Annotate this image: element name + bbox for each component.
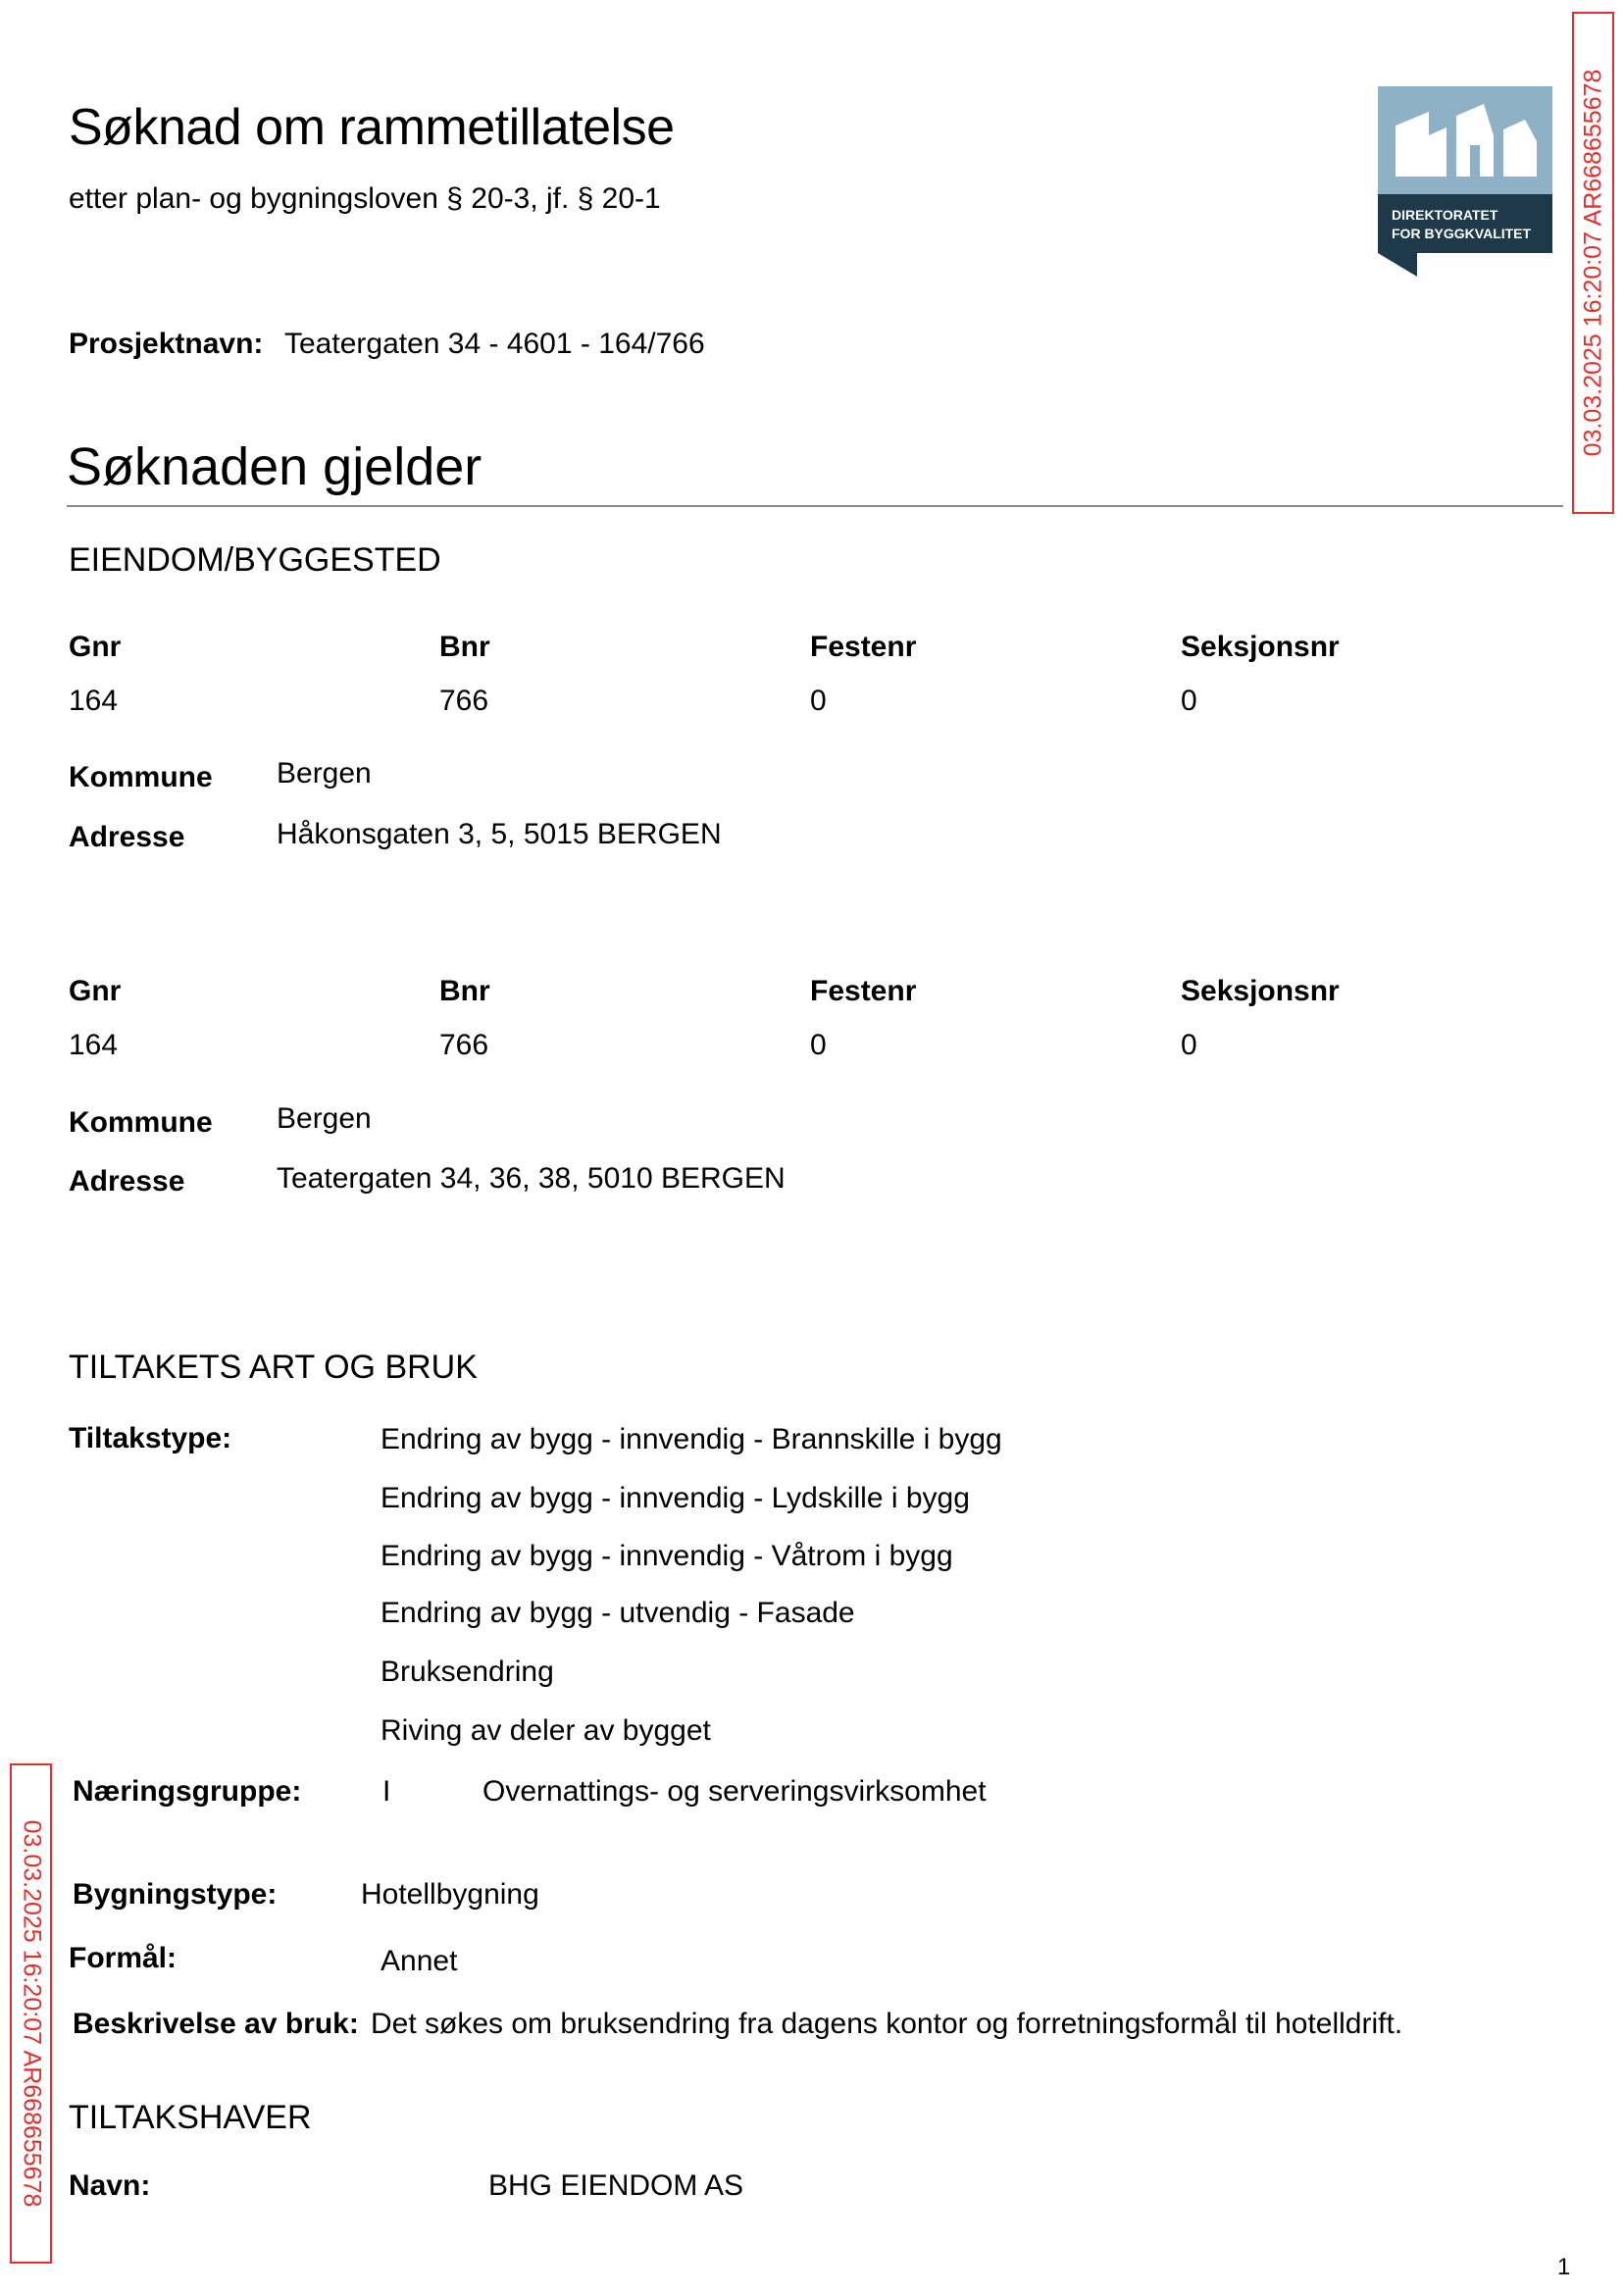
- tiltakstype-item: Endring av bygg - innvendig - Våtrom i bygg: [381, 1540, 953, 1572]
- kommune-label: Kommune: [69, 1106, 213, 1139]
- column-header-festenr: Festenr: [810, 975, 917, 1007]
- property-festenr-value: 0: [810, 685, 827, 717]
- bygningstype-value: Hotellbygning: [361, 1878, 539, 1911]
- kommune-label: Kommune: [69, 761, 213, 793]
- formaal-label: Formål:: [69, 1942, 178, 1974]
- naeringsgruppe-value: Overnattings- og serveringsvirksomhet: [482, 1775, 987, 1808]
- tiltakstype-item: Endring av bygg - innvendig - Lydskille i bygg: [381, 1482, 970, 1514]
- naeringsgruppe-code: I: [382, 1775, 391, 1808]
- navn-value: BHG EIENDOM AS: [488, 2169, 744, 2202]
- logo-tab: [1378, 253, 1417, 277]
- dibk-logo: [1378, 86, 1552, 277]
- logo-bottom-panel: [1378, 194, 1552, 253]
- tiltakstype-label: Tiltakstype:: [69, 1422, 232, 1454]
- logo-text-line1: DIREKTORATET: [1392, 207, 1498, 223]
- document-subtitle: etter plan- og bygningsloven § 20-3, jf. § 20-1: [69, 182, 661, 215]
- tiltakstype-item: Endring av bygg - innvendig - Brannskille i bygg: [381, 1423, 1002, 1455]
- column-header-seksjonsnr: Seksjonsnr: [1181, 975, 1340, 1007]
- navn-label: Navn:: [69, 2169, 151, 2202]
- logo-text-line2: FOR BYGGKVALITET: [1392, 226, 1532, 241]
- timestamp-stamp-right: [1572, 12, 1614, 514]
- column-header-gnr: Gnr: [69, 975, 122, 1007]
- beskrivelse-value: Det søkes om bruksendring fra dagens kontor og forretningsformål til hotelldrift.: [371, 2008, 1403, 2040]
- project-name-label: Prosjektnavn:: [69, 328, 264, 360]
- naeringsgruppe-label: Næringsgruppe:: [73, 1775, 302, 1808]
- property-seksjonsnr-value: 0: [1181, 1029, 1197, 1061]
- column-header-bnr: Bnr: [439, 975, 490, 1007]
- property-bnr-value: 766: [439, 1029, 489, 1061]
- formaal-value: Annet: [381, 1945, 458, 1977]
- column-header-festenr: Festenr: [810, 631, 917, 663]
- bygningstype-label: Bygningstype:: [73, 1878, 278, 1911]
- column-header-bnr: Bnr: [439, 631, 490, 663]
- timestamp-stamp-left: [10, 1763, 52, 2264]
- tiltakshaver-heading: TILTAKSHAVER: [69, 2099, 312, 2136]
- stamp-text-left: 03.03.2025 16:20:07 AR668655678: [18, 1819, 45, 2208]
- tiltak-heading: TILTAKETS ART OG BRUK: [69, 1349, 478, 1386]
- property-seksjonsnr-value: 0: [1181, 685, 1197, 717]
- beskrivelse-label: Beskrivelse av bruk:: [73, 2008, 359, 2040]
- tiltakstype-item: Endring av bygg - utvendig - Fasade: [381, 1597, 855, 1629]
- property-bnr-value: 766: [439, 685, 489, 717]
- document-title: Søknad om rammetillatelse: [69, 99, 675, 156]
- section-heading: Søknaden gjelder: [67, 437, 482, 496]
- column-header-seksjonsnr: Seksjonsnr: [1181, 631, 1340, 663]
- kommune-value: Bergen: [277, 757, 372, 790]
- tiltakstype-item: Bruksendring: [381, 1656, 554, 1688]
- column-header-gnr: Gnr: [69, 631, 122, 663]
- kommune-value: Bergen: [277, 1102, 372, 1135]
- property-heading: EIENDOM/BYGGESTED: [69, 541, 441, 579]
- project-name-value: Teatergaten 34 - 4601 - 164/766: [284, 328, 705, 360]
- tiltakstype-item: Riving av deler av bygget: [381, 1714, 711, 1747]
- adresse-value: Håkonsgaten 3, 5, 5015 BERGEN: [277, 818, 722, 850]
- adresse-label: Adresse: [69, 821, 185, 853]
- property-festenr-value: 0: [810, 1029, 827, 1061]
- stamp-text-right: 03.03.2025 16:20:07 AR668655678: [1579, 69, 1606, 457]
- section-rule: [67, 505, 1563, 507]
- adresse-label: Adresse: [69, 1165, 185, 1198]
- adresse-value: Teatergaten 34, 36, 38, 5010 BERGEN: [277, 1162, 786, 1195]
- property-gnr-value: 164: [69, 685, 119, 717]
- property-gnr-value: 164: [69, 1029, 119, 1061]
- page-number: 1: [1557, 2254, 1571, 2280]
